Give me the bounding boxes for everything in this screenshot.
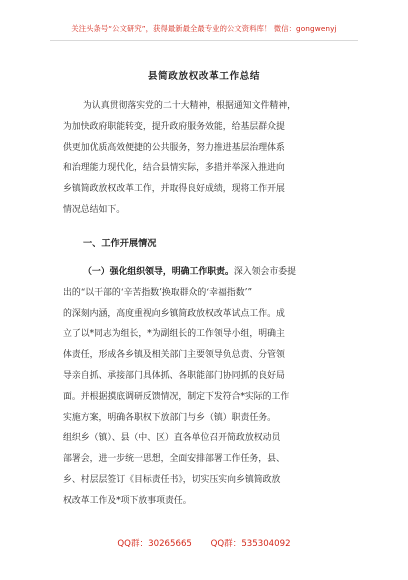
intro-line: 供更加优质高效便捷的公共服务，努力推进基层治理体系 <box>63 142 285 153</box>
footer-qq-group-1: QQ群：30265665 <box>117 539 192 549</box>
body-line-rest: 深入领会市委提 <box>233 267 296 277</box>
intro-line: 为认真贯彻落实党的二十大精神，根据通知文件精神， <box>83 101 296 111</box>
footer-contact <box>0 537 408 549</box>
intro-line: 为加快政府职能转变，提升政府服务效能，给基层群众提 <box>63 121 285 132</box>
body-line: 立了以*同志为组长，*为副组长的工作领导小组，明确主 <box>63 329 285 340</box>
body-paragraph <box>63 262 346 512</box>
intro-line: 和治理能力现代化，结合县情实际，多措并举深入推进向 <box>63 163 285 174</box>
header-promo-note: 关注头条号“公文研究”，获得最新最全最专业的公文资料库！ 微信：gongwenyj <box>71 24 337 33</box>
header-divider <box>50 40 358 41</box>
footer-qq-group-2: QQ群：535304092 <box>210 539 291 549</box>
document-title: 县简政放权改革工作总结 <box>147 71 261 82</box>
body-line: 部署会，进一步统一思想，全面安排部署工作任务，县、 <box>63 454 285 465</box>
body-line: 导亲自抓、承接部门具体抓、各职能部门协同抓的良好局 <box>63 370 285 381</box>
body-line: 体责任，形成各乡镇及相关部门主要领导负总责、分管领 <box>63 350 285 361</box>
body-line: 实施方案，明确各职权下放部门与乡（镇）职责任务。 <box>63 412 276 423</box>
body-line: 出的“以干部的‘辛苦指数’换取群众的‘幸福指数’” <box>63 287 252 298</box>
body-line: 乡、村层层签订《目标责任书》，切实压实向乡镇简政放 <box>63 474 281 485</box>
body-line: 权改革工作及*项下放事项责任。 <box>63 495 192 506</box>
intro-line: 情况总结如下。 <box>63 204 126 215</box>
body-line: 组织乡（镇）、县（中、区）直各单位召开简政放权动员 <box>63 433 281 444</box>
body-first-line <box>63 262 346 283</box>
body-line: 面。并根据摸底调研反馈情况，制定下发符合*实际的工作 <box>63 391 290 402</box>
section-heading: 一、工作开展情况 <box>83 238 157 249</box>
intro-paragraph <box>63 96 346 221</box>
intro-line: 乡镇简政放权改革工作，并取得良好成绩，现将工作开展 <box>63 184 285 195</box>
subsection-heading: （一）强化组织领导，明确工作职责。 <box>83 267 234 277</box>
body-line: 的深刻内涵，高度重视向乡镇简政放权改革试点工作。成 <box>63 308 285 319</box>
